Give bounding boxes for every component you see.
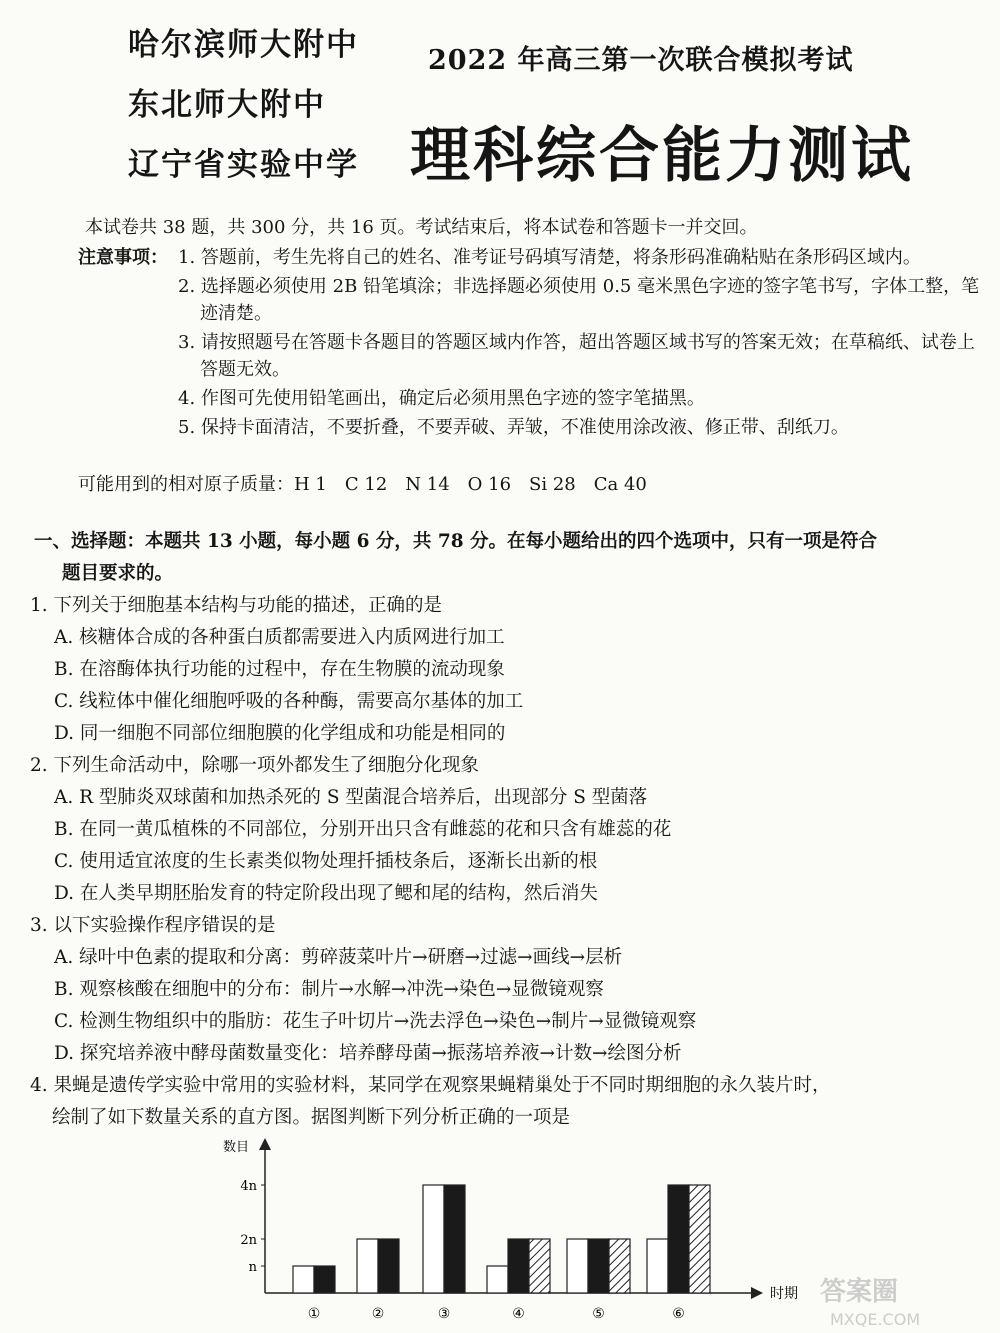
note-item: 1. 答题前，考生先将自己的姓名、准考证号码填写清楚，将条形码准确粘贴在条形码区域内。 — [178, 247, 921, 268]
category-label: ⑤ — [592, 1306, 605, 1322]
question-stem: 3. 以下实验操作程序错误的是 — [30, 915, 276, 936]
question-list — [30, 590, 980, 1134]
question-option: C. 线粒体中催化细胞呼吸的各种酶，需要高尔基体的加工 — [54, 691, 524, 712]
bar-white — [647, 1239, 668, 1293]
bar-black — [668, 1185, 689, 1293]
bar-black — [444, 1185, 465, 1293]
bar-hatched — [529, 1239, 550, 1293]
svg-text:MXQE.COM: MXQE.COM — [830, 1310, 921, 1329]
question-option: B. 在同一黄瓜植株的不同部位，分别开出只含有雌蕊的花和只含有雄蕊的花 — [54, 819, 672, 840]
bar-white — [357, 1239, 378, 1293]
bar-hatched — [609, 1239, 630, 1293]
question-option: A. R 型肺炎双球菌和加热杀死的 S 型菌混合培养后，出现部分 S 型菌落 — [54, 787, 648, 808]
y-axis-label: 数目 — [223, 1140, 250, 1155]
school-name-2: 东北师大附中 — [128, 87, 326, 123]
exam-title: 2022 年高三第一次联合模拟考试 — [428, 45, 854, 76]
bar-black — [588, 1239, 609, 1293]
category-label: ③ — [437, 1306, 451, 1322]
question-option: D. 探究培养液中酵母菌数量变化：培养酵母菌→振荡培养液→计数→绘图分析 — [54, 1043, 682, 1064]
watermark-logo — [815, 1270, 975, 1330]
question-option: A. 核糖体合成的各种蛋白质都需要进入内质网进行加工 — [54, 627, 505, 648]
school-name-3: 辽宁省实验中学 — [128, 147, 359, 183]
notes-heading: 注意事项： — [78, 247, 168, 268]
bar-white — [487, 1266, 508, 1293]
question-stem: 2. 下列生命活动中，除哪一项外都发生了细胞分化现象 — [30, 755, 480, 776]
question-stem-continued: 绘制了如下数量关系的直方图。据图判断下列分析正确的一项是 — [52, 1107, 571, 1128]
category-label: ② — [371, 1306, 385, 1322]
note-item: 5. 保持卡面清洁，不要折叠，不要弄破、弄皱，不准使用涂改液、修正带、刮纸刀。 — [178, 417, 849, 438]
note-item: 4. 作图可先使用铅笔画出，确定后必须用黑色字迹的签字笔描黑。 — [178, 388, 705, 409]
section-heading-line1: 一、选择题：本题共 13 小题，每小题 6 分，共 78 分。在每小题给出的四个选项中，只有一项是符合 — [34, 531, 878, 552]
x-axis-label: 时期 — [770, 1286, 798, 1302]
atomic-mass-line: 可能用到的相对原子质量：H 1 C 12 N 14 O 16 Si 28 Ca 40 — [78, 474, 647, 495]
note-item: 3. 请按照题号在答题卡各题目的答题区域内作答，超出答题区域书写的答案无效；在草稿纸、试卷上答题无效。 — [178, 332, 975, 380]
category-label: ④ — [512, 1306, 525, 1322]
question-4 — [30, 1070, 980, 1134]
bar-black — [378, 1239, 399, 1293]
svg-text:答案圈: 答案圈 — [820, 1277, 899, 1307]
question-option: D. 在人类早期胚胎发育的特定阶段出现了鳃和尾的结构，然后消失 — [54, 883, 598, 904]
section-heading — [34, 526, 984, 590]
notes-block — [78, 244, 988, 443]
question-option: C. 使用适宜浓度的生长素类似物处理扦插枝条后，逐渐长出新的根 — [54, 851, 598, 872]
bar-black — [508, 1239, 529, 1293]
question-2 — [30, 750, 980, 910]
bar-hatched — [689, 1185, 710, 1293]
bar-white — [293, 1266, 314, 1293]
question-3 — [30, 910, 980, 1070]
question-option: C. 检测生物组织中的脂肪：花生子叶切片→洗去浮色→染色→制片→显微镜观察 — [54, 1011, 697, 1032]
y-tick-label: n — [248, 1260, 257, 1275]
question-stem: 1. 下列关于细胞基本结构与功能的描述，正确的是 — [30, 595, 443, 616]
question-1 — [30, 590, 980, 750]
y-tick-label: 4n — [240, 1179, 257, 1194]
main-title: 理科综合能力测试 — [410, 121, 914, 191]
y-tick-label: 2n — [240, 1233, 257, 1248]
school-name-1: 哈尔滨师大附中 — [128, 27, 359, 63]
question-option: D. 同一细胞不同部位细胞膜的化学组成和功能是相同的 — [54, 723, 506, 744]
histogram-chart — [215, 1133, 835, 1328]
bar-black — [314, 1266, 335, 1293]
section-heading-line2: 题目要求的。 — [62, 563, 174, 584]
question-option: B. 在溶酶体执行功能的过程中，存在生物膜的流动现象 — [54, 659, 505, 680]
school-list — [128, 22, 359, 202]
question-option: A. 绿叶中色素的提取和分离：剪碎菠菜叶片→研磨→过滤→画线→层析 — [54, 947, 623, 968]
category-label: ⑥ — [672, 1306, 685, 1322]
note-item: 2. 选择题必须使用 2B 铅笔填涂；非选择题必须使用 0.5 毫米黑色字迹的签字笔书写，字体工整，笔迹清楚。 — [178, 276, 980, 324]
bar-white — [423, 1185, 444, 1293]
exam-intro: 本试卷共 38 题，共 300 分，共 16 页。考试结束后，将本试卷和答题卡一并交回。 — [85, 217, 758, 238]
question-stem: 4. 果蝇是遗传学实验中常用的实验材料，某同学在观察果蝇精巢处于不同时期细胞的永久装片时， — [30, 1075, 831, 1096]
bar-white — [567, 1239, 588, 1293]
question-option: B. 观察核酸在细胞中的分布：制片→水解→冲洗→染色→显微镜观察 — [54, 979, 604, 1000]
category-label: ① — [307, 1306, 321, 1322]
